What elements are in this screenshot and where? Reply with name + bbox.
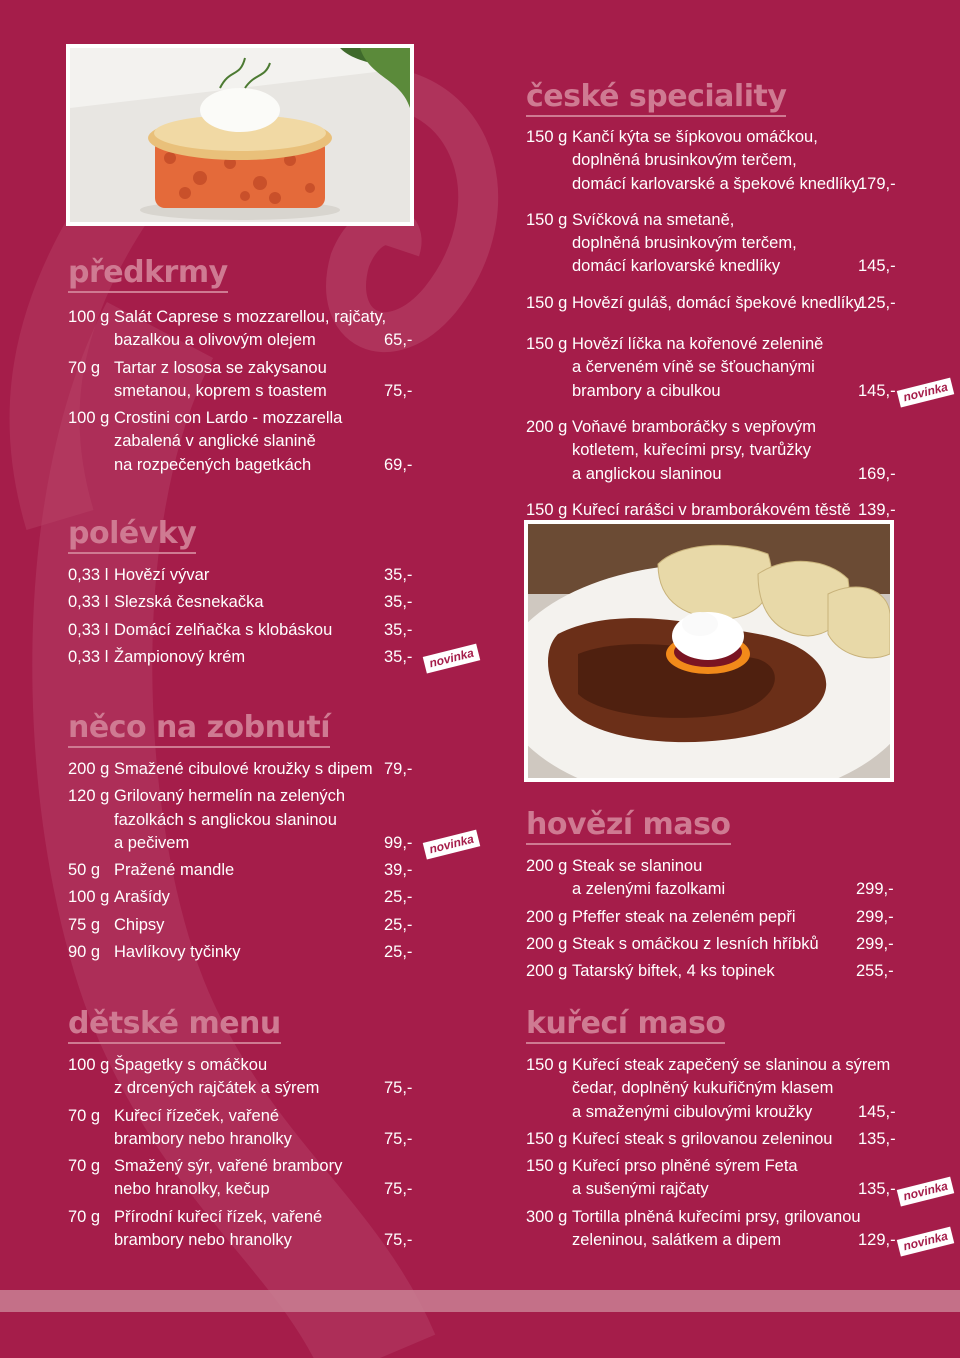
item-name-line: Arašídy bbox=[114, 888, 170, 907]
menu-item bbox=[68, 886, 413, 909]
item-price: 299,- bbox=[856, 934, 894, 953]
item-name-line: Hovězí vývar bbox=[114, 566, 210, 584]
item-name-line: nebo hranolky, kečup bbox=[114, 1180, 270, 1199]
item-name-line: a sušenými rajčaty bbox=[572, 1180, 709, 1199]
item-name-line: Havlíkovy tyčinky bbox=[114, 943, 241, 962]
item-name-line: z drcených rajčátek a sýrem bbox=[114, 1079, 320, 1098]
item-quantity: 200 g bbox=[526, 934, 568, 953]
item-name bbox=[114, 785, 413, 855]
item-name-line: brambory nebo hranolky bbox=[114, 1231, 292, 1250]
item-name-line: zabalená v anglické slanině bbox=[114, 432, 316, 451]
item-name bbox=[114, 941, 413, 964]
item-quantity: 0,33 l bbox=[68, 566, 109, 584]
item-name-line: brambory nebo hranolky bbox=[114, 1129, 292, 1148]
item-quantity: 300 g bbox=[526, 1207, 568, 1226]
section-zobnuti bbox=[68, 758, 476, 968]
new-item-badge: novinka bbox=[423, 830, 481, 860]
heading-ceske: české speciality bbox=[526, 80, 786, 117]
item-name bbox=[114, 1155, 413, 1202]
item-name-line: domácí karlovarské knedlíky bbox=[572, 257, 781, 276]
section-hovezi bbox=[526, 855, 896, 987]
item-price: 145,- bbox=[858, 381, 896, 400]
item-name-line: Salát Caprese s mozzarellou, rajčaty, bbox=[114, 308, 387, 326]
new-item-badge: novinka bbox=[897, 378, 955, 408]
menu-item bbox=[68, 1206, 413, 1253]
item-name-line: Hovězí guláš, domácí špekové knedlíky bbox=[572, 293, 862, 312]
menu-item bbox=[68, 564, 413, 587]
menu-item bbox=[68, 758, 413, 781]
menu-item bbox=[68, 619, 413, 642]
item-quantity: 200 g bbox=[526, 907, 568, 926]
item-price: 179,- bbox=[858, 174, 896, 193]
item-name bbox=[114, 1105, 413, 1152]
item-price: 299,- bbox=[856, 907, 894, 926]
item-name-line: Steak se slaninou bbox=[572, 857, 703, 875]
item-price: 75,- bbox=[384, 1231, 413, 1250]
item-name-line: domácí karlovarské a špekové knedlíky bbox=[572, 174, 860, 193]
menu-item bbox=[68, 859, 413, 882]
item-name bbox=[572, 1128, 896, 1151]
item-name bbox=[572, 209, 896, 279]
svickova-illustration bbox=[528, 524, 890, 778]
item-name-line: a smaženými cibulovými kroužky bbox=[572, 1102, 813, 1121]
heading-zobnuti: něco na zobnutí bbox=[68, 711, 330, 748]
item-name bbox=[572, 960, 896, 983]
menu-item bbox=[526, 333, 950, 405]
item-name-line: a zelenými fazolkami bbox=[572, 880, 726, 899]
item-price: 39,- bbox=[384, 861, 413, 880]
menu-item bbox=[526, 1128, 896, 1151]
item-name-line: Slezská česnekačka bbox=[114, 593, 264, 612]
item-price: 135,- bbox=[858, 1180, 896, 1199]
item-price: 79,- bbox=[384, 760, 413, 778]
section-detske bbox=[68, 1054, 413, 1256]
item-name-line: doplněná brusinkovým terčem, bbox=[572, 234, 797, 253]
item-name-line: Kuřecí rarášci v bramborákovém těstě bbox=[572, 500, 851, 519]
item-name-line: Kuřecí steak s grilovanou zeleninou bbox=[572, 1129, 833, 1148]
item-name bbox=[572, 292, 896, 315]
section-kureci bbox=[526, 1054, 950, 1256]
item-price: 69,- bbox=[384, 455, 413, 474]
menu-item bbox=[526, 1054, 896, 1124]
item-name-line: Špagetky s omáčkou bbox=[114, 1056, 268, 1074]
item-name bbox=[114, 619, 413, 642]
heading-hovezi: hovězí maso bbox=[526, 808, 731, 845]
item-quantity: 70 g bbox=[68, 358, 101, 377]
heading-detske: dětské menu bbox=[68, 1007, 281, 1044]
item-name-line: bazalkou a olivovým olejem bbox=[114, 331, 316, 350]
menu-item bbox=[68, 407, 413, 477]
item-name bbox=[572, 1054, 896, 1124]
item-price: 35,- bbox=[384, 593, 413, 612]
item-name-line: kotletem, kuřecími prsy, tvarůžky bbox=[572, 441, 812, 460]
item-name-line: Kančí kýta se šípkovou omáčkou, bbox=[572, 128, 818, 146]
menu-item bbox=[526, 1155, 950, 1204]
item-quantity: 0,33 l bbox=[68, 593, 109, 612]
section-ceske bbox=[526, 126, 950, 535]
item-quantity: 150 g bbox=[526, 293, 568, 312]
item-quantity: 70 g bbox=[68, 1106, 101, 1125]
menu-item bbox=[526, 292, 896, 315]
item-name-line: a anglickou slaninou bbox=[572, 464, 722, 483]
item-quantity: 150 g bbox=[526, 1157, 568, 1176]
item-price: 145,- bbox=[858, 257, 896, 276]
item-quantity: 200 g bbox=[68, 760, 110, 778]
item-name-line: Kuřecí steak zapečený se slaninou a sýrem bbox=[572, 1056, 891, 1074]
item-name bbox=[114, 758, 413, 781]
item-price: 299,- bbox=[856, 880, 894, 899]
section-polevky bbox=[68, 564, 476, 673]
item-quantity: 120 g bbox=[68, 787, 110, 806]
bottom-band bbox=[0, 1290, 960, 1312]
item-name bbox=[572, 933, 896, 956]
item-name-line: čedar, doplněný kukuřičným klasem bbox=[572, 1079, 834, 1098]
item-name-line: brambory a cibulkou bbox=[572, 381, 721, 400]
menu-item bbox=[68, 1155, 413, 1202]
item-name bbox=[572, 855, 896, 902]
item-quantity: 100 g bbox=[68, 1056, 110, 1074]
item-quantity: 100 g bbox=[68, 409, 110, 428]
item-name-line: Voňavé bramboráčky s vepřovým bbox=[572, 417, 816, 436]
item-name-line: Pfeffer steak na zeleném pepři bbox=[572, 907, 796, 926]
menu-item bbox=[68, 1054, 413, 1101]
item-price: 25,- bbox=[384, 888, 413, 907]
item-quantity: 70 g bbox=[68, 1207, 101, 1226]
item-quantity: 200 g bbox=[526, 857, 568, 875]
new-item-badge: novinka bbox=[897, 1227, 955, 1257]
item-name bbox=[114, 914, 413, 937]
item-name bbox=[572, 333, 896, 403]
item-price: 125,- bbox=[858, 293, 896, 312]
menu-item bbox=[526, 416, 896, 486]
heading-kureci: kuřecí maso bbox=[526, 1007, 725, 1044]
item-name bbox=[114, 306, 413, 353]
item-quantity: 200 g bbox=[526, 417, 568, 436]
item-name-line: Steak s omáčkou z lesních hříbků bbox=[572, 934, 819, 953]
item-quantity: 150 g bbox=[526, 1056, 568, 1074]
item-quantity: 90 g bbox=[68, 943, 101, 962]
item-name-line: doplněná brusinkovým terčem, bbox=[572, 151, 797, 170]
menu-item bbox=[526, 209, 896, 279]
item-name bbox=[572, 126, 896, 196]
tartar-photo bbox=[66, 44, 414, 226]
menu-item bbox=[526, 1206, 950, 1254]
menu-item bbox=[526, 906, 896, 929]
item-quantity: 150 g bbox=[526, 1129, 568, 1148]
item-name-line: Domácí zelňačka s klobáskou bbox=[114, 620, 333, 639]
item-price: 25,- bbox=[384, 915, 413, 934]
item-name bbox=[114, 1054, 413, 1101]
item-name bbox=[114, 357, 413, 404]
item-name bbox=[572, 1206, 896, 1253]
menu-item bbox=[68, 306, 413, 353]
item-price: 75,- bbox=[384, 1129, 413, 1148]
item-quantity: 70 g bbox=[68, 1157, 101, 1176]
item-name bbox=[572, 1155, 896, 1202]
menu-item bbox=[68, 785, 476, 857]
item-name-line: Pražené mandle bbox=[114, 861, 235, 880]
item-name-line: Svíčková na smetaně, bbox=[572, 210, 735, 229]
menu-item bbox=[526, 855, 896, 902]
item-name bbox=[114, 564, 413, 587]
menu-item bbox=[526, 933, 896, 956]
item-price: 169,- bbox=[858, 464, 896, 483]
item-name-line: Tortilla plněná kuřecími prsy, grilovanou bbox=[572, 1207, 861, 1226]
item-name-line: Žampionový krém bbox=[114, 647, 246, 666]
menu-item bbox=[526, 499, 896, 522]
menu-item bbox=[68, 941, 413, 964]
new-item-badge: novinka bbox=[897, 1176, 955, 1206]
new-item-badge: novinka bbox=[423, 644, 481, 674]
menu-item bbox=[68, 1105, 413, 1152]
item-name-line: a pečivem bbox=[114, 833, 190, 852]
tartar-illustration bbox=[70, 48, 410, 222]
item-name bbox=[114, 591, 413, 614]
item-price: 139,- bbox=[858, 500, 896, 519]
item-price: 129,- bbox=[858, 1231, 896, 1250]
item-name-line: smetanou, koprem s toastem bbox=[114, 381, 327, 400]
item-quantity: 100 g bbox=[68, 888, 110, 907]
item-price: 75,- bbox=[384, 381, 413, 400]
item-price: 99,- bbox=[384, 833, 413, 852]
item-name-line: Přírodní kuřecí řízek, vařené bbox=[114, 1207, 323, 1226]
item-name-line: na rozpečených bagetkách bbox=[114, 455, 312, 474]
item-quantity: 75 g bbox=[68, 915, 101, 934]
svickova-photo bbox=[524, 520, 894, 782]
item-quantity: 100 g bbox=[68, 308, 110, 326]
menu-item bbox=[68, 357, 413, 404]
item-name-line: Chipsy bbox=[114, 915, 165, 934]
menu-item bbox=[526, 126, 896, 196]
item-quantity: 150 g bbox=[526, 128, 568, 146]
item-name bbox=[572, 416, 896, 486]
item-name-line: Kuřecí řízeček, vařené bbox=[114, 1106, 280, 1125]
item-quantity: 200 g bbox=[526, 962, 568, 981]
item-name-line: Grilovaný hermelín na zelených bbox=[114, 787, 346, 806]
item-quantity: 150 g bbox=[526, 335, 568, 354]
item-name-line: Crostini con Lardo - mozzarella bbox=[114, 409, 343, 428]
item-price: 25,- bbox=[384, 943, 413, 962]
section-predkrmy bbox=[68, 306, 413, 481]
item-price: 255,- bbox=[856, 962, 894, 981]
item-quantity: 0,33 l bbox=[68, 620, 109, 639]
item-price: 35,- bbox=[384, 620, 413, 639]
item-price: 35,- bbox=[384, 566, 413, 584]
item-name-line: a červeném víně se šťouchanými bbox=[572, 358, 815, 377]
item-name bbox=[114, 407, 413, 477]
menu-item bbox=[68, 591, 413, 614]
heading-polevky: polévky bbox=[68, 517, 196, 554]
item-price: 75,- bbox=[384, 1079, 413, 1098]
item-name-line: Hovězí líčka na kořenové zelenině bbox=[572, 335, 824, 354]
item-name bbox=[114, 859, 413, 882]
item-name bbox=[572, 499, 896, 522]
heading-predkrmy: předkrmy bbox=[68, 256, 228, 293]
item-name-line: Tartar z lososa se zakysanou bbox=[114, 358, 327, 377]
item-name-line: Smažené cibulové kroužky s dipem bbox=[114, 760, 373, 778]
item-name-line: Tatarský biftek, 4 ks topinek bbox=[572, 962, 775, 981]
item-price: 65,- bbox=[384, 331, 413, 350]
item-price: 145,- bbox=[858, 1102, 896, 1121]
item-name bbox=[572, 906, 896, 929]
item-quantity: 0,33 l bbox=[68, 647, 109, 666]
item-price: 35,- bbox=[384, 647, 413, 666]
item-price: 135,- bbox=[858, 1129, 896, 1148]
item-name-line: Smažený sýr, vařené brambory bbox=[114, 1157, 343, 1176]
item-name bbox=[114, 886, 413, 909]
item-price: 75,- bbox=[384, 1180, 413, 1199]
item-name bbox=[114, 1206, 413, 1253]
item-quantity: 150 g bbox=[526, 210, 568, 229]
menu-item bbox=[68, 914, 413, 937]
item-name bbox=[114, 646, 413, 669]
item-name-line: Kuřecí prso plněné sýrem Feta bbox=[572, 1157, 798, 1176]
item-quantity: 150 g bbox=[526, 500, 568, 519]
item-name-line: zeleninou, salátkem a dipem bbox=[572, 1231, 782, 1250]
menu-item bbox=[526, 960, 896, 983]
item-quantity: 50 g bbox=[68, 861, 101, 880]
item-name-line: fazolkách s anglickou slaninou bbox=[114, 810, 337, 829]
menu-item bbox=[68, 645, 476, 671]
